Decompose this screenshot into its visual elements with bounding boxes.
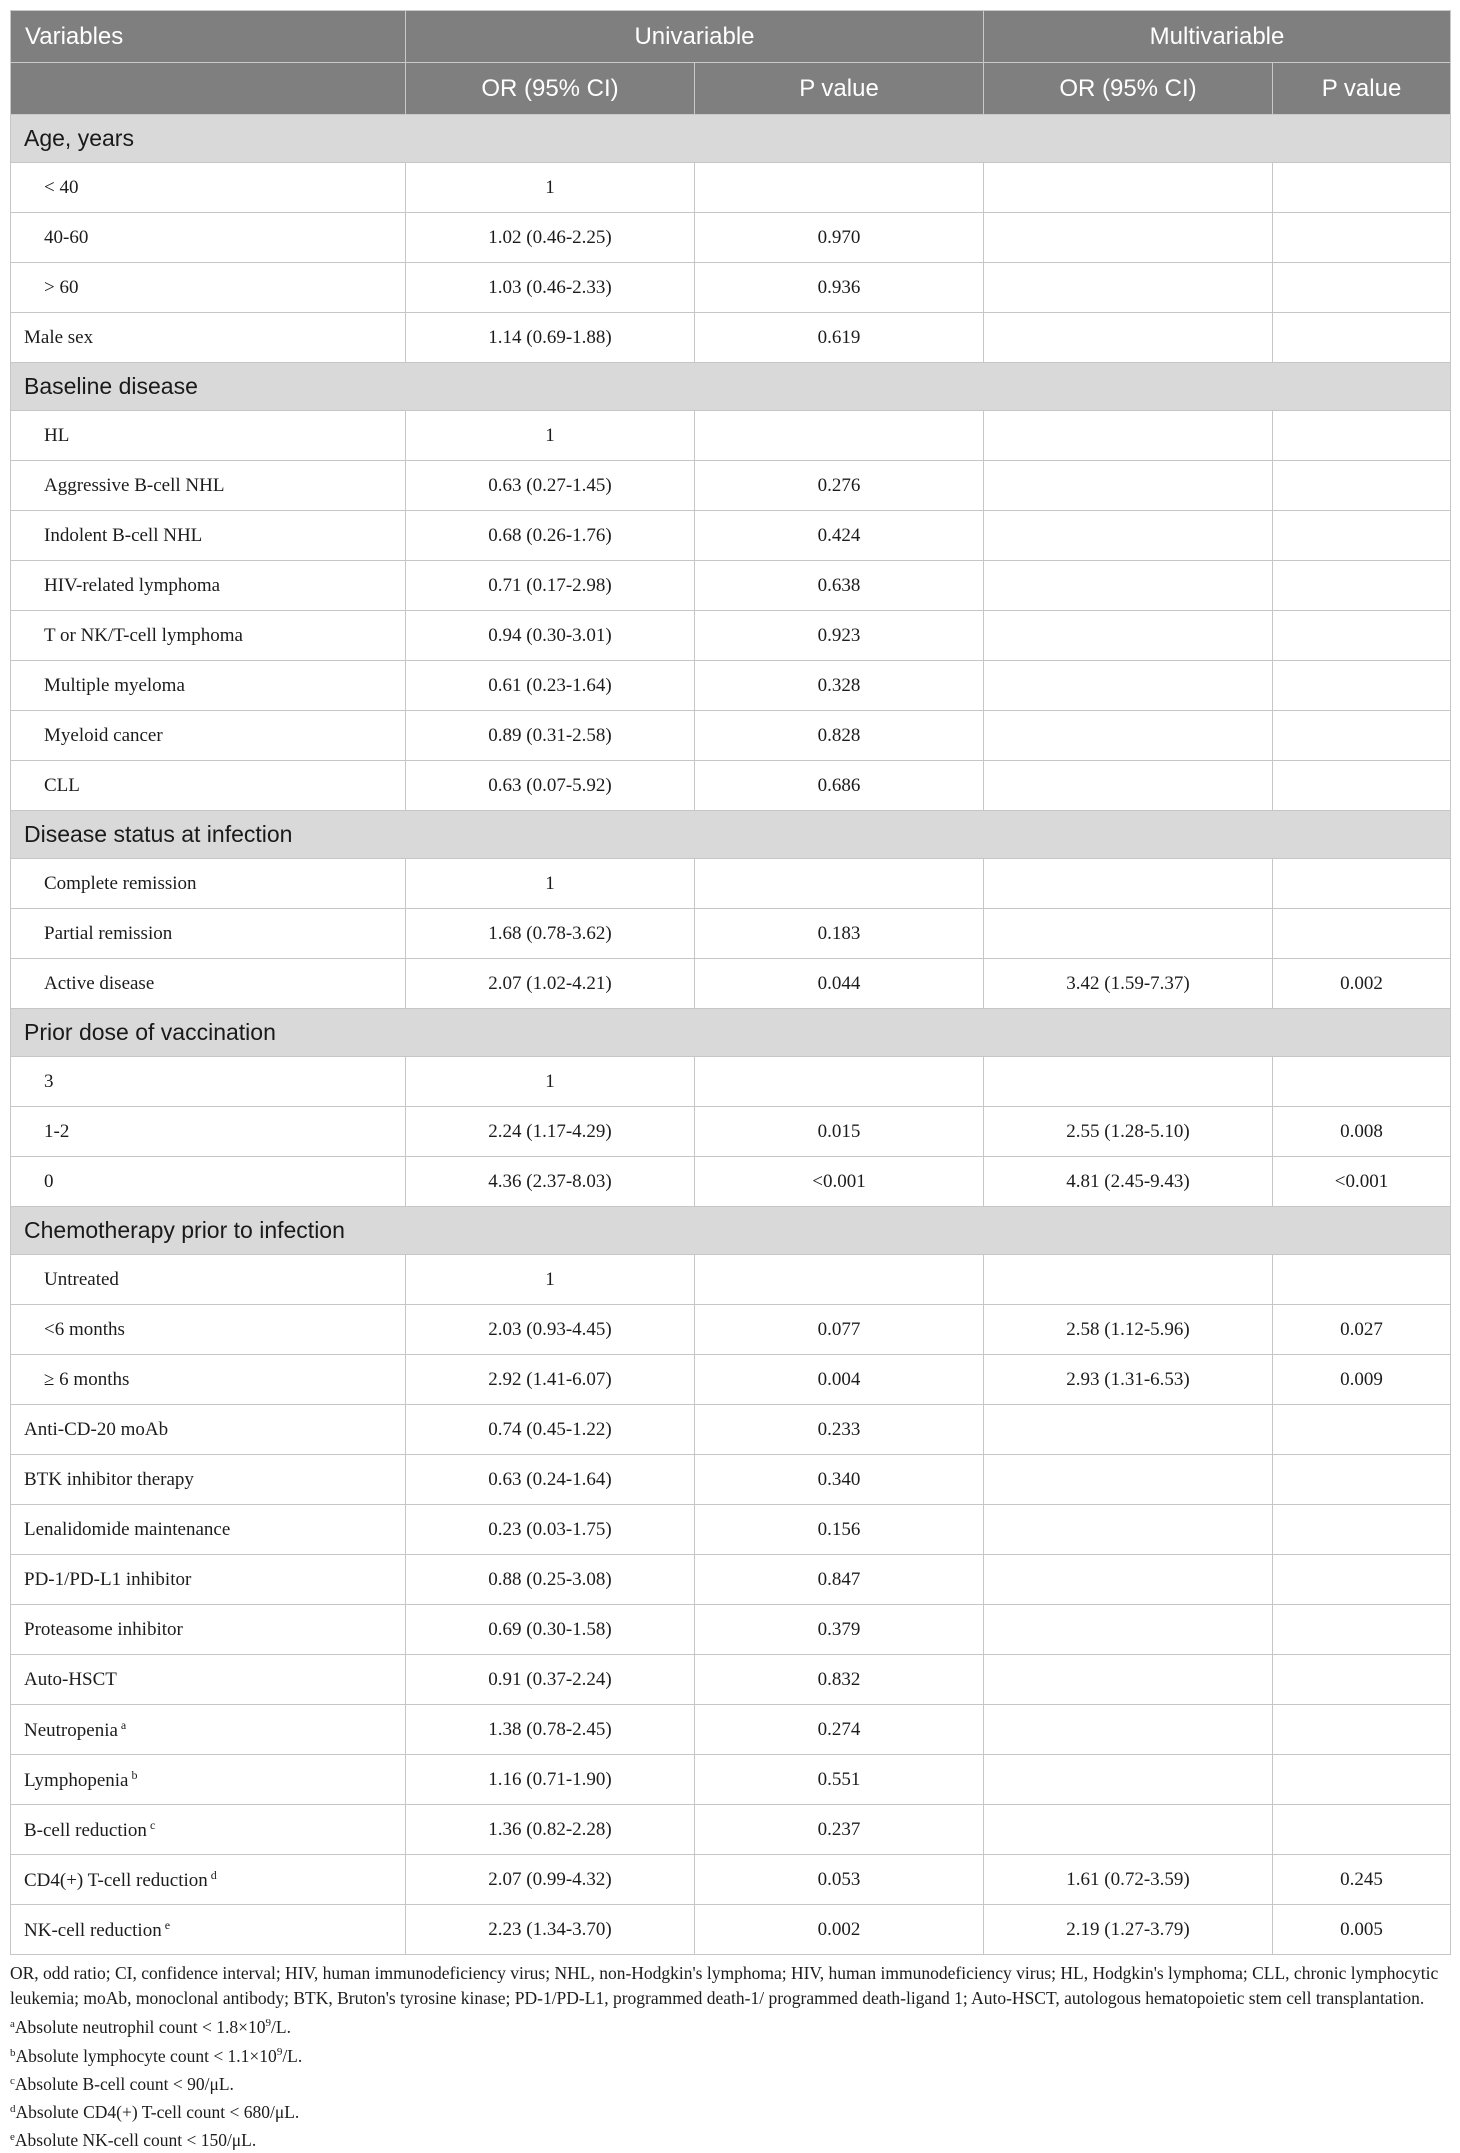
table-row [11,1705,1451,1755]
section-header-row [11,1009,1451,1057]
multivariable-or-cell: 2.55 (1.28-5.10) [984,1107,1273,1157]
univariable-p-cell: 0.828 [695,711,984,761]
multivariable-p-cell [1273,511,1451,561]
univariable-or-cell: 1 [406,1255,695,1305]
univariable-or-cell: 2.24 (1.17-4.29) [406,1107,695,1157]
footnote-item [10,2125,1450,2153]
variable-label: CLL [44,774,80,796]
variable-cell [11,661,406,711]
footnote-exponent: 9 [265,2017,272,2029]
footnote-list [10,2011,1450,2153]
variable-label: 3 [44,1070,54,1092]
univariable-p-cell: 0.936 [695,263,984,313]
univariable-p-cell: 0.847 [695,1555,984,1605]
variable-label: HL [44,424,70,446]
univariable-or-cell: 0.23 (0.03-1.75) [406,1505,695,1555]
variable-cell [11,1705,406,1755]
univariable-p-cell: 0.832 [695,1655,984,1705]
abbreviations-note: OR, odd ratio; CI, confidence interval; HIV, human immunodeficiency virus; NHL, non-Hodgkin's lymphoma; HIV, human immunodeficiency virus; HL, Hodgkin's lymphoma; CLL, chronic lymphocytic leukemia; moAb, monoclonal antibody; BTK, Bruton's tyrosine kinase; PD-1/PD-L1, programmed death-1/ programmed death-ligand 1; Auto-HSCT, autologous hematopoietic stem cell transplantation. [10,1963,1439,2008]
footnote-mark: a [10,2018,15,2030]
variable-label: 40-60 [44,226,89,248]
variable-cell [11,411,406,461]
table-row [11,611,1451,661]
variable-label: > 60 [44,276,79,298]
multivariable-or-cell [984,263,1273,313]
table-row [11,511,1451,561]
univariable-p-cell: 0.686 [695,761,984,811]
table-row [11,213,1451,263]
multivariable-p-cell [1273,263,1451,313]
header-univariable-or: OR (95% CI) [406,63,695,115]
univariable-or-cell: 2.23 (1.34-3.70) [406,1905,695,1955]
multivariable-or-cell [984,163,1273,213]
multivariable-p-cell [1273,859,1451,909]
variable-label: BTK inhibitor therapy [24,1468,194,1490]
variable-cell [11,1605,406,1655]
univariable-or-cell: 0.63 (0.24-1.64) [406,1455,695,1505]
variable-label: Active disease [44,972,155,994]
multivariable-p-cell [1273,1755,1451,1805]
variable-cell [11,1855,406,1905]
variable-label: Male sex [24,326,94,348]
multivariable-p-cell [1273,661,1451,711]
section-title: Prior dose of vaccination [11,1009,1451,1057]
header-blank [11,63,406,115]
univariable-p-cell: 0.004 [695,1355,984,1405]
variable-cell [11,1355,406,1405]
footnote-mark: e [10,2131,15,2143]
multivariable-or-cell [984,213,1273,263]
table-row [11,1255,1451,1305]
table-row [11,1355,1451,1405]
variable-label: Lenalidomide maintenance [24,1518,231,1540]
univariable-or-cell: 2.03 (0.93-4.45) [406,1305,695,1355]
multivariable-p-cell [1273,213,1451,263]
univariable-or-cell: 1.68 (0.78-3.62) [406,909,695,959]
univariable-or-cell: 1 [406,163,695,213]
table-row [11,959,1451,1009]
multivariable-p-cell [1273,1705,1451,1755]
multivariable-p-cell [1273,1405,1451,1455]
variable-label: PD-1/PD-L1 inhibitor [24,1568,192,1590]
variable-cell [11,611,406,661]
footnote-marker: a [120,1717,127,1732]
variable-cell [11,711,406,761]
multivariable-or-cell [984,1755,1273,1805]
univariable-or-cell: 0.74 (0.45-1.22) [406,1405,695,1455]
variable-label: Multiple myeloma [44,674,185,696]
variable-cell [11,313,406,363]
footnote-marker: e [164,1917,171,1932]
variable-cell [11,1405,406,1455]
table-row [11,1555,1451,1605]
variable-cell [11,859,406,909]
footnote-exponent: 9 [276,2046,283,2058]
table-row [11,461,1451,511]
univariable-or-cell: 1.38 (0.78-2.45) [406,1705,695,1755]
variable-cell [11,1305,406,1355]
table-container [10,10,1450,2153]
variable-cell [11,1805,406,1855]
univariable-p-cell: 0.923 [695,611,984,661]
table-row [11,313,1451,363]
univariable-p-cell [695,411,984,461]
variable-cell [11,213,406,263]
multivariable-or-cell: 2.58 (1.12-5.96) [984,1305,1273,1355]
table-row [11,561,1451,611]
multivariable-or-cell [984,711,1273,761]
univariable-p-cell: 0.551 [695,1755,984,1805]
multivariable-or-cell [984,561,1273,611]
univariable-or-cell: 1.36 (0.82-2.28) [406,1805,695,1855]
table-row [11,411,1451,461]
header-multivariable-p: P value [1273,63,1451,115]
variable-label: B-cell reduction [24,1819,147,1841]
multivariable-p-cell [1273,909,1451,959]
variable-label: Complete remission [44,872,197,894]
multivariable-p-cell: 0.245 [1273,1855,1451,1905]
univariable-p-cell [695,1255,984,1305]
univariable-or-cell: 0.68 (0.26-1.76) [406,511,695,561]
univariable-p-cell: 0.340 [695,1455,984,1505]
table-body [11,115,1451,1955]
section-header-row [11,1207,1451,1255]
table-row [11,1505,1451,1555]
univariable-p-cell: 0.077 [695,1305,984,1355]
footnote-item [10,2040,1450,2069]
table-row [11,1305,1451,1355]
footnote-mark: b [10,2047,16,2059]
univariable-p-cell: 0.619 [695,313,984,363]
univariable-p-cell: 0.328 [695,661,984,711]
univariable-or-cell: 4.36 (2.37-8.03) [406,1157,695,1207]
variable-cell [11,1107,406,1157]
variable-cell [11,909,406,959]
multivariable-p-cell [1273,1655,1451,1705]
univariable-p-cell: 0.044 [695,959,984,1009]
section-header-row [11,115,1451,163]
univariable-p-cell [695,163,984,213]
regression-table [10,10,1451,1955]
multivariable-or-cell [984,1255,1273,1305]
footnote-mark: c [10,2075,15,2087]
multivariable-or-cell [984,461,1273,511]
variable-cell [11,959,406,1009]
section-title: Chemotherapy prior to infection [11,1207,1451,1255]
variable-cell [11,1755,406,1805]
multivariable-p-cell [1273,411,1451,461]
multivariable-p-cell: 0.008 [1273,1107,1451,1157]
variable-label: Indolent B-cell NHL [44,524,203,546]
multivariable-or-cell [984,1555,1273,1605]
univariable-or-cell: 1 [406,411,695,461]
univariable-p-cell: 0.424 [695,511,984,561]
variable-label: Myeloid cancer [44,724,163,746]
footnote-item [10,2011,1450,2040]
table-row [11,1755,1451,1805]
table-row [11,1157,1451,1207]
univariable-p-cell: 0.002 [695,1905,984,1955]
variable-cell [11,761,406,811]
univariable-or-cell: 1.03 (0.46-2.33) [406,263,695,313]
variable-label: <6 months [44,1318,125,1340]
univariable-or-cell: 0.63 (0.27-1.45) [406,461,695,511]
variable-cell [11,1905,406,1955]
univariable-p-cell: <0.001 [695,1157,984,1207]
multivariable-or-cell [984,859,1273,909]
footnote-text: Absolute neutrophil count < 1.8×10 [14,2017,266,2037]
header-variables: Variables [11,11,406,63]
footnote-unit: /L. [271,2017,291,2037]
multivariable-p-cell [1273,461,1451,511]
multivariable-p-cell: 0.009 [1273,1355,1451,1405]
multivariable-p-cell [1273,1455,1451,1505]
multivariable-p-cell [1273,711,1451,761]
multivariable-or-cell: 1.61 (0.72-3.59) [984,1855,1273,1905]
variable-cell [11,1255,406,1305]
table-row [11,1855,1451,1905]
variable-label: Proteasome inhibitor [24,1618,183,1640]
section-title: Age, years [11,115,1451,163]
variable-label: Untreated [44,1268,119,1290]
variable-label: Aggressive B-cell NHL [44,474,225,496]
footnote-marker: d [210,1867,217,1882]
table-row [11,661,1451,711]
variable-cell [11,1505,406,1555]
variable-label: T or NK/T-cell lymphoma [44,624,243,646]
multivariable-p-cell [1273,761,1451,811]
univariable-or-cell: 0.71 (0.17-2.98) [406,561,695,611]
footnote-item [10,2097,1450,2125]
univariable-p-cell: 0.638 [695,561,984,611]
footnote-text: Absolute CD4(+) T-cell count < 680/μL. [15,2102,300,2122]
variable-cell [11,1455,406,1505]
variable-label: Auto-HSCT [24,1668,117,1690]
variable-label: 0 [44,1170,54,1192]
table-row [11,1455,1451,1505]
table-row [11,1405,1451,1455]
multivariable-p-cell [1273,313,1451,363]
univariable-or-cell: 2.92 (1.41-6.07) [406,1355,695,1405]
multivariable-or-cell: 4.81 (2.45-9.43) [984,1157,1273,1207]
univariable-or-cell: 1.02 (0.46-2.25) [406,213,695,263]
univariable-p-cell: 0.233 [695,1405,984,1455]
multivariable-or-cell [984,511,1273,561]
variable-cell [11,461,406,511]
table-row [11,1107,1451,1157]
footnote-text: Absolute B-cell count < 90/μL. [14,2074,234,2094]
header-univariable: Univariable [406,11,984,63]
multivariable-p-cell: 0.005 [1273,1905,1451,1955]
multivariable-p-cell: 0.027 [1273,1305,1451,1355]
multivariable-p-cell [1273,1057,1451,1107]
multivariable-or-cell [984,313,1273,363]
variable-cell [11,1157,406,1207]
multivariable-or-cell: 2.19 (1.27-3.79) [984,1905,1273,1955]
footnote-marker: b [131,1767,138,1782]
footnote-mark: d [10,2103,16,2115]
table-footnotes [10,1961,1450,2153]
univariable-or-cell: 0.63 (0.07-5.92) [406,761,695,811]
footnote-text: Absolute NK-cell count < 150/μL. [14,2130,257,2150]
multivariable-or-cell [984,761,1273,811]
variable-label: ≥ 6 months [44,1368,130,1390]
multivariable-p-cell [1273,611,1451,661]
univariable-p-cell: 0.970 [695,213,984,263]
multivariable-or-cell [984,661,1273,711]
variable-label: NK-cell reduction [24,1919,162,1941]
univariable-p-cell: 0.156 [695,1505,984,1555]
univariable-or-cell: 1 [406,859,695,909]
multivariable-p-cell [1273,1505,1451,1555]
table-row [11,1905,1451,1955]
univariable-or-cell: 0.88 (0.25-3.08) [406,1555,695,1605]
multivariable-p-cell: <0.001 [1273,1157,1451,1207]
variable-label: HIV-related lymphoma [44,574,221,596]
univariable-or-cell: 1.16 (0.71-1.90) [406,1755,695,1805]
univariable-p-cell: 0.276 [695,461,984,511]
variable-label: Lymphopenia [24,1769,129,1791]
variable-cell [11,163,406,213]
multivariable-or-cell [984,1705,1273,1755]
multivariable-p-cell [1273,1555,1451,1605]
variable-label: Partial remission [44,922,173,944]
multivariable-or-cell: 2.93 (1.31-6.53) [984,1355,1273,1405]
footnote-item [10,2069,1450,2097]
multivariable-or-cell: 3.42 (1.59-7.37) [984,959,1273,1009]
univariable-p-cell: 0.015 [695,1107,984,1157]
univariable-or-cell: 0.94 (0.30-3.01) [406,611,695,661]
variable-cell [11,263,406,313]
univariable-or-cell: 1.14 (0.69-1.88) [406,313,695,363]
multivariable-p-cell [1273,163,1451,213]
univariable-or-cell: 2.07 (1.02-4.21) [406,959,695,1009]
variable-label: CD4(+) T-cell reduction [24,1869,208,1891]
header-multivariable: Multivariable [984,11,1451,63]
multivariable-p-cell [1273,561,1451,611]
table-row [11,859,1451,909]
multivariable-or-cell [984,1505,1273,1555]
header-multivariable-or: OR (95% CI) [984,63,1273,115]
univariable-or-cell: 1 [406,1057,695,1107]
univariable-or-cell: 0.61 (0.23-1.64) [406,661,695,711]
section-header-row [11,811,1451,859]
footnote-text: Absolute lymphocyte count < 1.1×10 [15,2046,277,2066]
multivariable-or-cell [984,909,1273,959]
footnote-unit: /L. [282,2046,303,2066]
multivariable-or-cell [984,1655,1273,1705]
table-row [11,761,1451,811]
univariable-or-cell: 2.07 (0.99-4.32) [406,1855,695,1905]
univariable-p-cell: 0.237 [695,1805,984,1855]
univariable-p-cell [695,859,984,909]
table-row [11,909,1451,959]
table-row [11,1805,1451,1855]
variable-cell [11,1057,406,1107]
table-row [11,263,1451,313]
univariable-or-cell: 0.69 (0.30-1.58) [406,1605,695,1655]
multivariable-or-cell [984,1405,1273,1455]
univariable-p-cell [695,1057,984,1107]
univariable-or-cell: 0.91 (0.37-2.24) [406,1655,695,1705]
univariable-p-cell: 0.379 [695,1605,984,1655]
table-row [11,711,1451,761]
table-header [11,11,1451,115]
table-row [11,1655,1451,1705]
header-univariable-p: P value [695,63,984,115]
multivariable-or-cell [984,1455,1273,1505]
variable-cell [11,511,406,561]
multivariable-or-cell [984,1057,1273,1107]
univariable-p-cell: 0.274 [695,1705,984,1755]
variable-label: Anti-CD-20 moAb [24,1418,169,1440]
variable-label: Neutropenia [24,1719,118,1741]
multivariable-or-cell [984,1805,1273,1855]
section-title: Baseline disease [11,363,1451,411]
table-row [11,163,1451,213]
univariable-p-cell: 0.183 [695,909,984,959]
variable-cell [11,561,406,611]
multivariable-p-cell [1273,1605,1451,1655]
table-row [11,1057,1451,1107]
multivariable-p-cell: 0.002 [1273,959,1451,1009]
univariable-p-cell: 0.053 [695,1855,984,1905]
multivariable-p-cell [1273,1255,1451,1305]
variable-cell [11,1555,406,1605]
section-header-row [11,363,1451,411]
variable-cell [11,1655,406,1705]
variable-label: < 40 [44,176,79,198]
table-row [11,1605,1451,1655]
footnote-marker: c [149,1817,156,1832]
multivariable-or-cell [984,611,1273,661]
variable-label: 1-2 [44,1120,70,1142]
multivariable-or-cell [984,411,1273,461]
multivariable-or-cell [984,1605,1273,1655]
multivariable-p-cell [1273,1805,1451,1855]
univariable-or-cell: 0.89 (0.31-2.58) [406,711,695,761]
section-title: Disease status at infection [11,811,1451,859]
